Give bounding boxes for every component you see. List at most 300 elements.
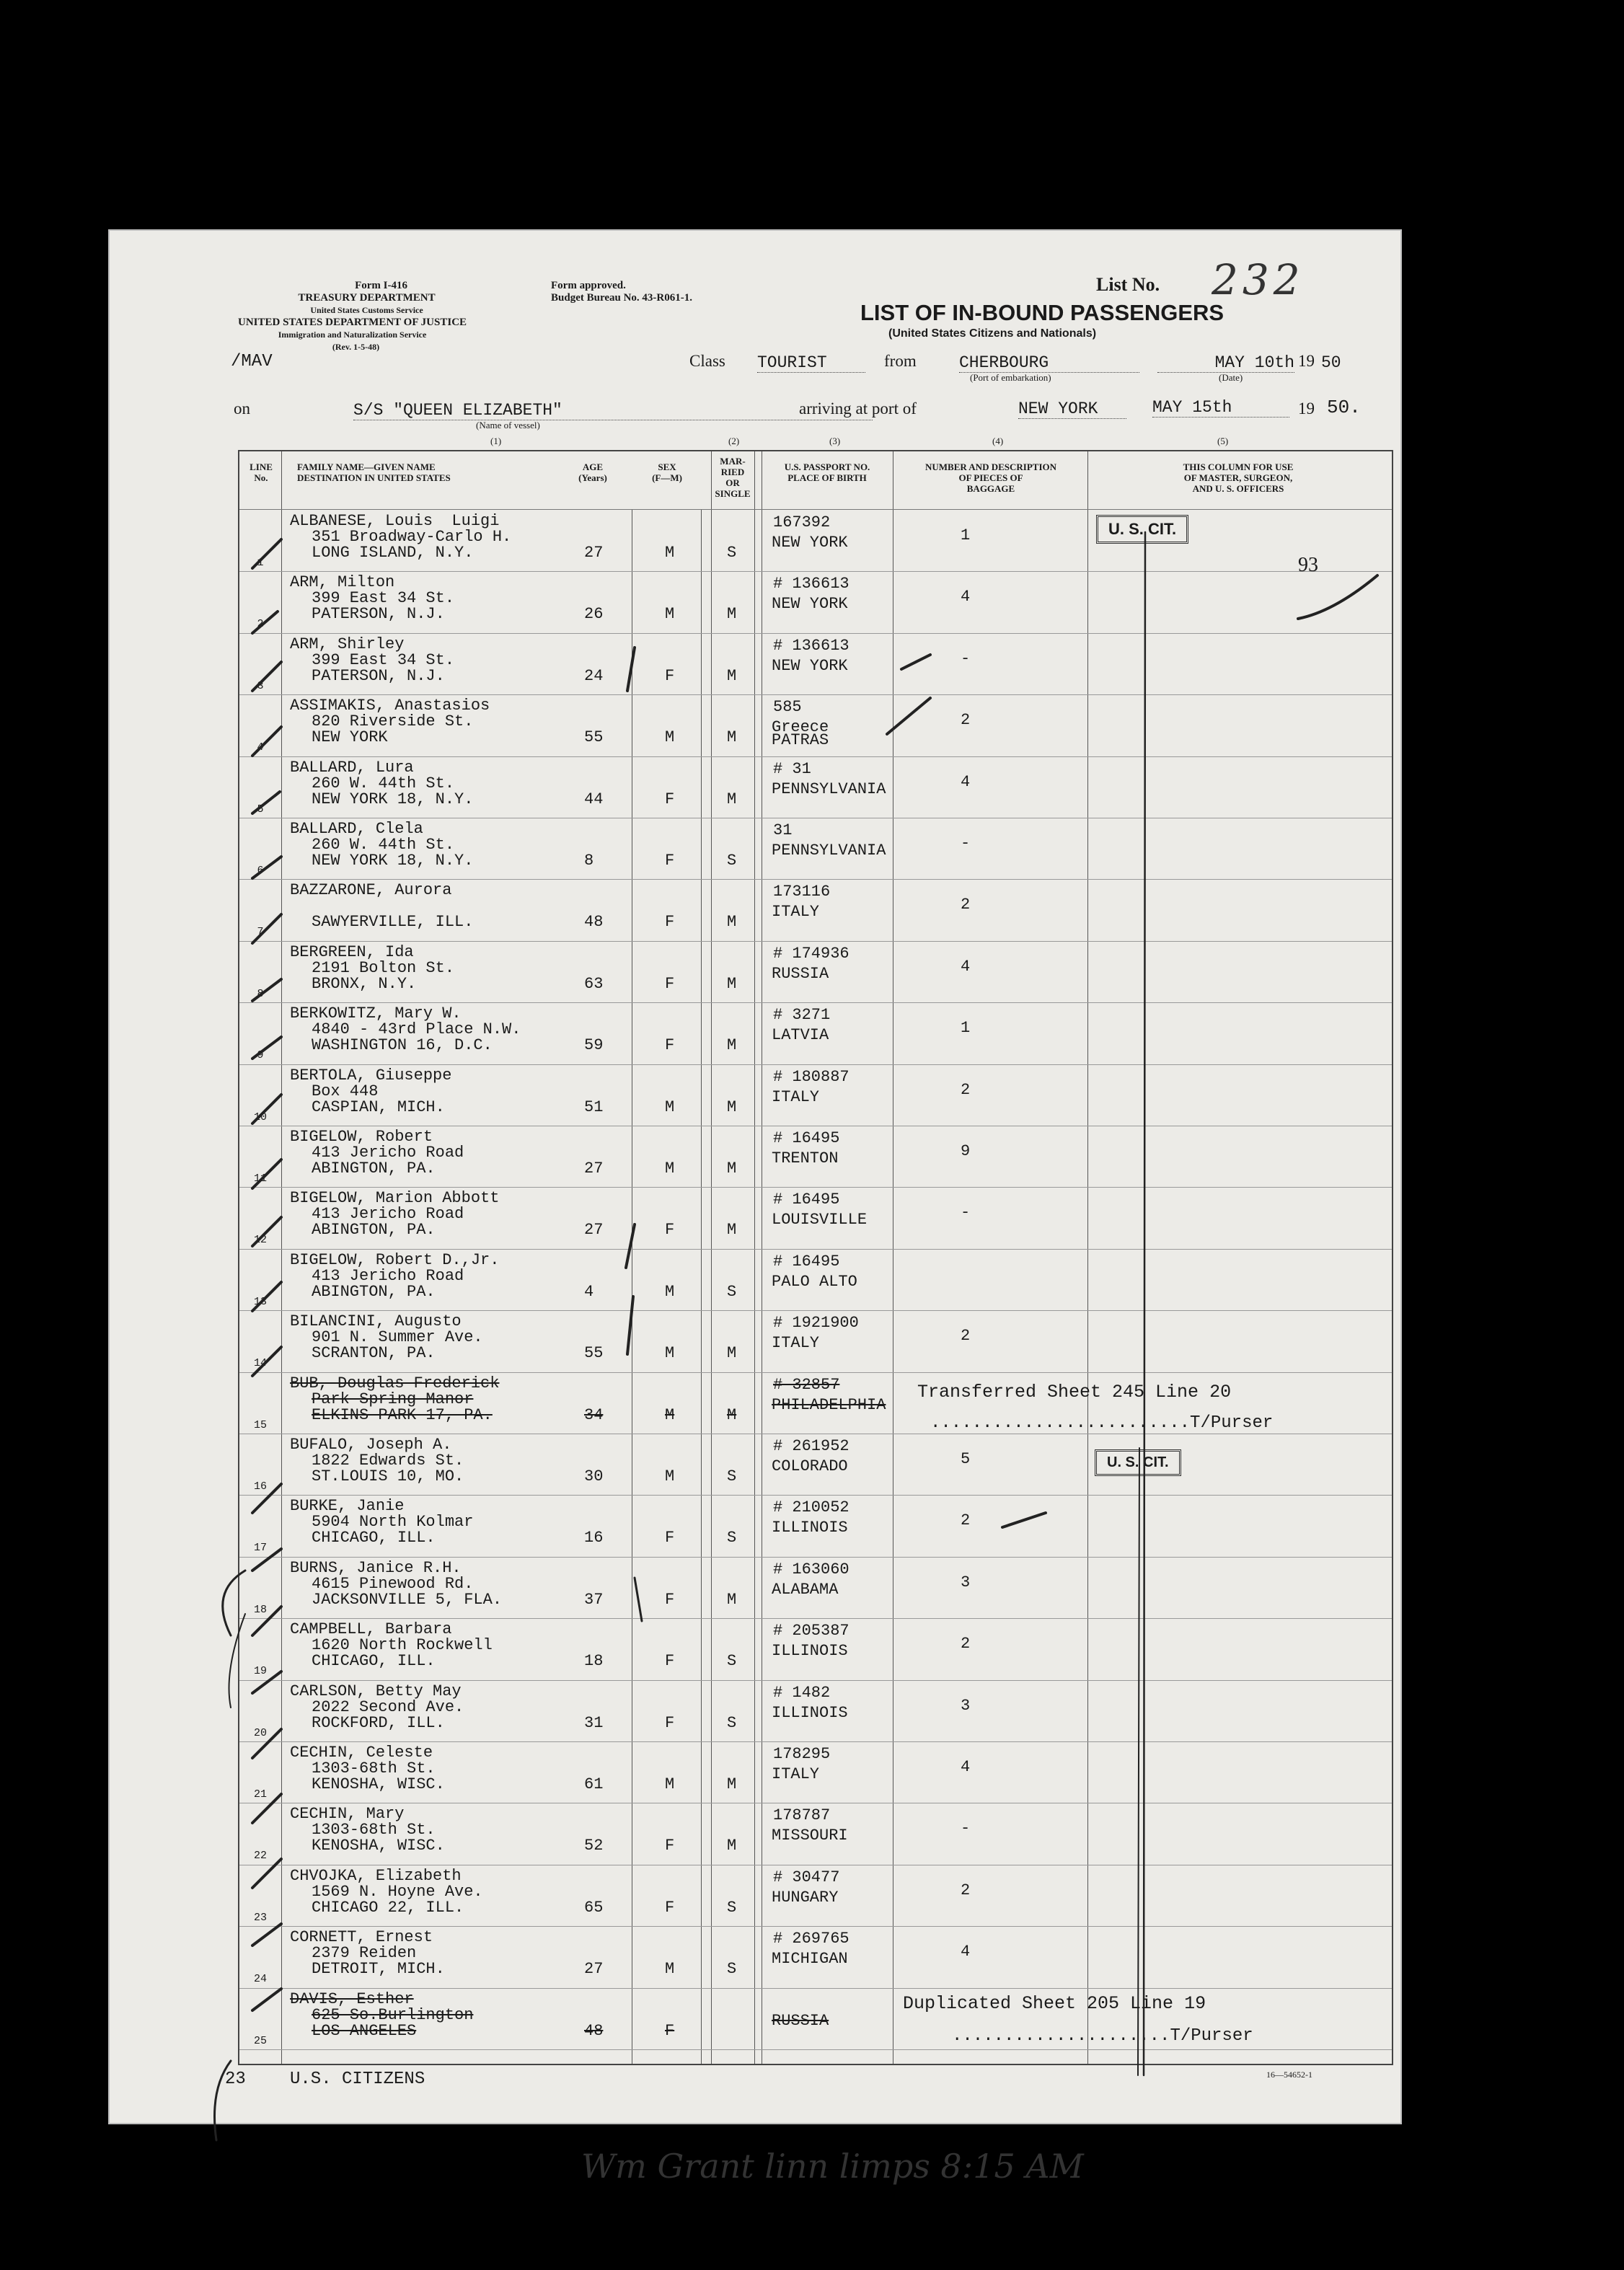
col-number-5: (5) — [1217, 436, 1229, 446]
passenger-sex: M — [665, 1405, 675, 1424]
passenger-age: 27 — [584, 1960, 604, 1979]
embarkation-caption: (Port of embarkation) — [970, 372, 1051, 383]
passenger-name: ASSIMAKIS, Anastasios — [290, 697, 490, 715]
baggage-count: - — [961, 1204, 971, 1222]
passenger-address: 1303-68th St. — [312, 1759, 436, 1777]
passenger-age: 55 — [584, 1344, 604, 1363]
table-row — [239, 1250, 1392, 1311]
place-of-birth: PENNSYLVANIA — [772, 780, 886, 798]
baggage-count: 2 — [961, 1881, 971, 1899]
office-code: /MAV — [231, 352, 273, 371]
col-number-3: (3) — [829, 436, 841, 446]
passenger-city: JACKSONVILLE 5, FLA. — [312, 1590, 503, 1609]
baggage-count: 1 — [961, 1019, 971, 1038]
passenger-sex: F — [665, 1036, 675, 1055]
header-line-no: LINE No. — [250, 461, 273, 483]
from-label: from — [884, 352, 917, 370]
passport-number: # 16495 — [773, 1191, 840, 1209]
marital-status: M — [727, 790, 737, 808]
baggage-count: - — [961, 1819, 971, 1838]
line-number: 23 — [253, 1911, 267, 1924]
passport-number: 178295 — [773, 1745, 831, 1763]
passenger-age: 34 — [584, 1405, 604, 1424]
passenger-age: 27 — [584, 544, 604, 562]
line-number: 16 — [253, 1480, 267, 1493]
passport-number: # 174936 — [773, 944, 849, 963]
baggage-count: 4 — [961, 1943, 971, 1961]
arriving-label: arriving at port of — [799, 399, 917, 418]
passenger-sex: M — [665, 1467, 675, 1485]
header-sex: SEX (F—M) — [652, 461, 682, 483]
passenger-city: NEW YORK 18, N.Y. — [312, 852, 474, 870]
list-subtitle: (United States Citizens and Nationals) — [888, 327, 1097, 340]
passenger-name: ARM, Shirley — [290, 635, 405, 653]
passenger-sex: F — [665, 974, 675, 993]
table-row — [239, 572, 1392, 633]
passenger-address: 399 East 34 St. — [312, 589, 455, 608]
passenger-name: CARLSON, Betty May — [290, 1682, 462, 1700]
form-agency-header — [238, 280, 467, 353]
marital-status: M — [727, 605, 737, 624]
table-row — [239, 818, 1392, 880]
passenger-table — [238, 450, 1393, 2065]
place-of-birth: LATVIA — [772, 1026, 829, 1045]
baggage-count: 5 — [961, 1450, 971, 1468]
passenger-city: SCRANTON, PA. — [312, 1344, 436, 1363]
passport-number: # 16495 — [773, 1129, 840, 1147]
marital-status: M — [727, 1160, 737, 1178]
passenger-address: 2022 Second Ave. — [312, 1697, 464, 1716]
line-number: 2 — [257, 618, 264, 631]
place-of-birth: LOUISVILLE — [772, 1211, 868, 1229]
table-row — [239, 1619, 1392, 1680]
place-of-birth: ITALY — [772, 1087, 820, 1106]
passenger-name: DAVIS, Esther — [290, 1989, 414, 2008]
marital-status: S — [727, 1652, 737, 1671]
marital-status: M — [727, 1098, 737, 1116]
line-number: 21 — [253, 1788, 267, 1801]
table-row — [239, 634, 1392, 695]
officer-mark-93: 93 — [1298, 554, 1318, 576]
justice-dept: UNITED STATES DEPARTMENT OF JUSTICE — [238, 317, 467, 328]
passport-number: 178787 — [773, 1806, 831, 1825]
line-number: 10 — [253, 1110, 267, 1123]
passenger-city: PATERSON, N.J. — [312, 666, 445, 685]
passenger-address: 260 W. 44th St. — [312, 836, 455, 854]
passenger-age: 37 — [584, 1590, 604, 1609]
passenger-city: SAWYERVILLE, ILL. — [312, 913, 474, 932]
passenger-address: 4840 - 43rd Place N.W. — [312, 1020, 521, 1039]
passenger-address: 351 Broadway-Carlo H. — [312, 528, 512, 546]
passport-number: # 1482 — [773, 1683, 831, 1702]
marital-status: M — [727, 913, 737, 932]
passport-number: # 163060 — [773, 1560, 849, 1578]
table-row — [239, 1311, 1392, 1372]
passenger-sex: F — [665, 913, 675, 932]
form-revision: (Rev. 1-5-48) — [332, 342, 380, 352]
passenger-name: BIGELOW, Robert D.,Jr. — [290, 1250, 500, 1269]
line-number: 14 — [253, 1357, 267, 1370]
duplicate-note: Duplicated Sheet 205 Line 19 — [903, 1993, 1206, 2014]
line-number: 3 — [257, 679, 264, 692]
passenger-age: 4 — [584, 1282, 594, 1301]
marital-status: M — [727, 728, 737, 747]
passenger-name: BALLARD, Lura — [290, 758, 414, 777]
passenger-sex: F — [665, 666, 675, 685]
budget-bureau-text: Budget Bureau No. 43-R061-1. — [551, 292, 692, 304]
marital-status: M — [727, 1405, 737, 1424]
passenger-age: 44 — [584, 790, 604, 808]
passport-number: # 269765 — [773, 1930, 849, 1948]
passenger-address: 1303-68th St. — [312, 1821, 436, 1840]
passenger-address: Park Spring Manor — [312, 1390, 474, 1408]
passenger-sex: M — [665, 1775, 675, 1793]
passenger-sex: M — [665, 1344, 675, 1363]
passenger-sex: F — [665, 790, 675, 808]
baggage-count: 2 — [961, 1511, 971, 1530]
table-row — [239, 1681, 1392, 1742]
passenger-age: 8 — [584, 852, 594, 870]
line-number: 18 — [253, 1603, 267, 1616]
svg-text:Wm Grant linn limps 8:15 A: Wm Grant linn limps 8:15 AM — [581, 2147, 1084, 2186]
table-row — [239, 1434, 1392, 1496]
passenger-sex: M — [665, 605, 675, 624]
passport-number: # 136613 — [773, 575, 849, 593]
passenger-address: 1569 N. Hoyne Ave. — [312, 1882, 483, 1901]
passenger-sex: F — [665, 1590, 675, 1609]
passenger-address: 413 Jericho Road — [312, 1266, 464, 1285]
passenger-age: 48 — [584, 913, 604, 932]
passport-number: # 210052 — [773, 1498, 849, 1517]
passport-number: # 3271 — [773, 1006, 831, 1025]
passenger-age: 30 — [584, 1467, 604, 1485]
header-passport: U.S. PASSPORT NO. PLACE OF BIRTH — [784, 461, 870, 483]
passenger-city: CHICAGO 22, ILL. — [312, 1898, 464, 1917]
passport-number: 585 — [773, 698, 802, 717]
customs-service: United States Customs Service — [310, 305, 423, 315]
embarkation-port: CHERBOURG — [959, 353, 1139, 373]
place-of-birth: ILLINOIS — [772, 1642, 848, 1661]
place-of-birth: ILLINOIS — [772, 1519, 848, 1537]
vessel-name: S/S "QUEEN ELIZABETH" — [353, 401, 873, 420]
line-number: 5 — [257, 803, 264, 816]
place-of-birth: ITALY — [772, 1765, 820, 1783]
passenger-age: 26 — [584, 605, 604, 624]
passenger-age: 52 — [584, 1837, 604, 1855]
passenger-address: 4615 Pinewood Rd. — [312, 1574, 474, 1593]
passenger-sex: F — [665, 1221, 675, 1240]
passenger-address: 820 Riverside St. — [312, 712, 474, 731]
line-number: 8 — [257, 987, 264, 1000]
place-of-birth: HUNGARY — [772, 1888, 839, 1907]
arrival-year: 50. — [1327, 397, 1361, 418]
line-number: 25 — [253, 2034, 267, 2047]
passenger-age: 31 — [584, 1713, 604, 1732]
passenger-sex: F — [665, 1652, 675, 1671]
passenger-age: 63 — [584, 974, 604, 993]
treasury-dept: TREASURY DEPARTMENT — [298, 292, 436, 304]
marital-status: S — [727, 1282, 737, 1301]
marital-status: S — [727, 544, 737, 562]
passenger-name: CAMPBELL, Barbara — [290, 1620, 452, 1639]
passport-number: # 31 — [773, 759, 811, 778]
passport-number: # 30477 — [773, 1868, 840, 1886]
passenger-name: CORNETT, Ernest — [290, 1928, 433, 1947]
table-row — [239, 1742, 1392, 1803]
passenger-city: ABINGTON, PA. — [312, 1160, 436, 1178]
passenger-city: DETROIT, MICH. — [312, 1960, 445, 1979]
table-row — [239, 1803, 1392, 1865]
passport-number: # 205387 — [773, 1622, 849, 1640]
arrival-year-prefix: 19 — [1298, 399, 1315, 418]
baggage-count: - — [961, 649, 971, 668]
passenger-age: 59 — [584, 1036, 604, 1055]
passenger-address: 625 So.Burlington — [312, 2005, 474, 2024]
passenger-address: 399 East 34 St. — [312, 650, 455, 669]
table-row — [239, 1927, 1392, 1988]
transfer-purser: .........................T/Purser — [930, 1413, 1274, 1433]
passenger-sex: M — [665, 728, 675, 747]
passenger-age: 61 — [584, 1775, 604, 1793]
table-row — [239, 511, 1392, 572]
header-baggage: NUMBER AND DESCRIPTION OF PIECES OF BAGGAGE — [924, 461, 1057, 494]
passenger-sex: M — [665, 1960, 675, 1979]
place-of-birth: NEW YORK — [772, 595, 848, 614]
baggage-count: 3 — [961, 1573, 971, 1591]
table-row — [239, 942, 1392, 1003]
passenger-name: BUB, Douglas Frederick — [290, 1374, 500, 1392]
passenger-name: BAZZARONE, Aurora — [290, 881, 452, 900]
passenger-city: CHICAGO, ILL. — [312, 1529, 436, 1547]
passport-number: # 32857 — [773, 1375, 840, 1394]
passenger-sex: F — [665, 1713, 675, 1732]
passenger-name: CECHIN, Celeste — [290, 1744, 433, 1762]
baggage-count: - — [961, 834, 971, 852]
baggage-count: 4 — [961, 1758, 971, 1776]
class-value: TOURIST — [757, 353, 865, 373]
line-number: 17 — [253, 1542, 267, 1555]
table-row — [239, 1188, 1392, 1249]
passenger-city: ABINGTON, PA. — [312, 1221, 436, 1240]
table-row — [239, 1558, 1392, 1619]
passport-number: 167392 — [773, 513, 831, 531]
place-of-birth: RUSSIA — [772, 964, 829, 983]
passenger-age: 51 — [584, 1098, 604, 1116]
passenger-city: LONG ISLAND, N.Y. — [312, 544, 474, 562]
marital-status: S — [727, 1713, 737, 1732]
line-number: 13 — [253, 1295, 267, 1308]
baggage-count: 2 — [961, 1080, 971, 1099]
passenger-name: BURKE, Janie — [290, 1497, 405, 1516]
passport-number: # 1921900 — [773, 1314, 859, 1333]
header-officers: THIS COLUMN FOR USE OF MASTER, SURGEON, AND U. S. OFFICERS — [1183, 461, 1294, 494]
passenger-address: 413 Jericho Road — [312, 1205, 464, 1224]
passenger-city: WASHINGTON 16, D.C. — [312, 1036, 493, 1055]
us-citizen-stamp: U. S. CIT. — [1096, 515, 1188, 544]
passport-number: 173116 — [773, 883, 831, 901]
line-number: 11 — [253, 1172, 267, 1185]
passenger-city: PATERSON, N.J. — [312, 605, 445, 624]
line-number: 1 — [257, 557, 264, 569]
passenger-name: CECHIN, Mary — [290, 1805, 405, 1824]
baggage-count: 2 — [961, 1327, 971, 1346]
place-of-birth: COLORADO — [772, 1457, 848, 1475]
place-of-birth: RUSSIA — [772, 2011, 829, 2030]
passenger-age: 24 — [584, 666, 604, 685]
date-caption: (Date) — [1219, 372, 1243, 383]
form-approval — [551, 280, 692, 304]
passenger-age: 18 — [584, 1652, 604, 1671]
passenger-age: 48 — [584, 2021, 604, 2040]
table-row — [239, 1126, 1392, 1188]
col-number-2: (2) — [728, 436, 740, 446]
baggage-count: 4 — [961, 957, 971, 976]
passenger-address: Box 448 — [312, 1082, 379, 1100]
marital-status: S — [727, 1467, 737, 1485]
arrival-port: NEW YORK — [1018, 399, 1126, 419]
passenger-name: BIGELOW, Marion Abbott — [290, 1189, 500, 1208]
table-row — [239, 1865, 1392, 1927]
transfer-note: Transferred Sheet 245 Line 20 — [917, 1382, 1232, 1403]
departure-year: 50 — [1321, 353, 1341, 372]
line-number: 4 — [257, 741, 264, 754]
passenger-sex: M — [665, 1160, 675, 1178]
line-number: 20 — [253, 1726, 267, 1739]
list-number-label: List No. — [1096, 274, 1160, 295]
passenger-city: NEW YORK 18, N.Y. — [312, 790, 474, 808]
place-of-birth: PENNSYLVANIA — [772, 842, 886, 860]
passenger-city: ABINGTON, PA. — [312, 1282, 436, 1301]
marital-status: S — [727, 1898, 737, 1917]
place-of-birth: NEW YORK — [772, 534, 848, 552]
place-of-birth: ITALY — [772, 903, 820, 922]
list-number-value: 232 — [1212, 255, 1305, 304]
header-name: FAMILY NAME—GIVEN NAME DESTINATION IN UNITED STATES — [297, 461, 451, 483]
passenger-address: 5904 North Kolmar — [312, 1513, 474, 1532]
on-label: on — [234, 399, 250, 418]
passenger-name: ALBANESE, Louis Luigi — [290, 512, 500, 530]
passenger-city: NEW YORK — [312, 728, 388, 747]
passenger-name: BIGELOW, Robert — [290, 1128, 433, 1146]
table-row — [239, 695, 1392, 756]
marital-status: M — [727, 1221, 737, 1240]
table-row — [239, 1496, 1392, 1557]
baggage-count: 2 — [961, 1635, 971, 1653]
passenger-age: 27 — [584, 1221, 604, 1240]
us-citizen-stamp-2: U. S. CIT. — [1095, 1449, 1181, 1476]
passport-number: # 136613 — [773, 636, 849, 655]
passenger-sex: F — [665, 1837, 675, 1855]
ins-service: Immigration and Naturalization Service — [278, 330, 427, 340]
passenger-sex: M — [665, 544, 675, 562]
marital-status: S — [727, 1529, 737, 1547]
departure-date: MAY 10th — [1157, 353, 1294, 373]
place-of-birth: ALABAMA — [772, 1580, 839, 1599]
passenger-name: BURNS, Janice R.H. — [290, 1558, 462, 1577]
place-of-birth: TRENTON — [772, 1149, 839, 1167]
passenger-name: BILANCINI, Augusto — [290, 1312, 462, 1331]
table-row — [239, 880, 1392, 941]
line-number: 15 — [253, 1418, 267, 1431]
place-of-birth: PALO ALTO — [772, 1272, 857, 1291]
passenger-name: BERKOWITZ, Mary W. — [290, 1004, 462, 1023]
passenger-address: 2379 Reiden — [312, 1944, 417, 1963]
duplicate-purser: .....................T/Purser — [952, 2026, 1253, 2046]
place-of-birth: NEW YORK — [772, 656, 848, 675]
passenger-city: CASPIAN, MICH. — [312, 1098, 445, 1116]
arrival-date: MAY 15th — [1152, 398, 1289, 418]
marital-status: M — [727, 1036, 737, 1055]
passport-number: # 16495 — [773, 1252, 840, 1271]
passenger-name: BERTOLA, Giuseppe — [290, 1066, 452, 1085]
place-of-birth: MICHIGAN — [772, 1950, 848, 1969]
passenger-age: 65 — [584, 1898, 604, 1917]
marital-status: M — [727, 1837, 737, 1855]
passenger-name: BUFALO, Joseph A. — [290, 1436, 452, 1454]
passenger-address: 1822 Edwards St. — [312, 1452, 464, 1470]
passenger-city: LOS ANGELES — [312, 2021, 417, 2040]
class-label: Class — [689, 352, 725, 370]
passport-number: # 180887 — [773, 1067, 849, 1086]
passenger-name: BALLARD, Clela — [290, 820, 423, 838]
place-of-birth: ILLINOIS — [772, 1703, 848, 1722]
line-number: 9 — [257, 1049, 264, 1062]
marital-status: M — [727, 666, 737, 685]
marital-status: M — [727, 1590, 737, 1609]
passport-number: # 261952 — [773, 1437, 849, 1455]
marital-status: S — [727, 852, 737, 870]
passenger-sex: M — [665, 1098, 675, 1116]
passenger-name: BERGREEN, Ida — [290, 942, 414, 961]
line-number: 22 — [253, 1850, 267, 1863]
baggage-count: 9 — [961, 1142, 971, 1160]
baggage-count: 2 — [961, 896, 971, 914]
table-row — [239, 1003, 1392, 1064]
passenger-sex: M — [665, 1282, 675, 1301]
departure-year-prefix: 19 — [1298, 352, 1315, 370]
passenger-city: ROCKFORD, ILL. — [312, 1713, 445, 1732]
baggage-count: 4 — [961, 772, 971, 791]
passenger-city: ST.LOUIS 10, MO. — [312, 1467, 464, 1485]
passenger-age: 16 — [584, 1529, 604, 1547]
passenger-address: 2191 Bolton St. — [312, 958, 455, 977]
place-of-birth: Greece PATRAS — [772, 718, 829, 750]
passenger-city: KENOSHA, WISC. — [312, 1837, 445, 1855]
line-number: 12 — [253, 1234, 267, 1247]
passenger-sex: F — [665, 852, 675, 870]
line-number: 24 — [253, 1973, 267, 1986]
line-number: 6 — [257, 865, 264, 877]
passenger-age: 55 — [584, 728, 604, 747]
marital-status: M — [727, 1775, 737, 1793]
marital-status: S — [727, 1960, 737, 1979]
passenger-address: 901 N. Summer Ave. — [312, 1328, 483, 1347]
citizen-count: 23 — [225, 2070, 246, 2089]
list-title: LIST OF IN-BOUND PASSENGERS — [860, 300, 1224, 325]
line-number: 19 — [253, 1665, 267, 1678]
passenger-sex: F — [665, 2021, 675, 2040]
passenger-address: 413 Jericho Road — [312, 1144, 464, 1162]
passenger-city: CHICAGO, ILL. — [312, 1652, 436, 1671]
passenger-address: 1620 North Rockwell — [312, 1636, 493, 1655]
passport-number: 31 — [773, 821, 793, 839]
approval-text: Form approved. — [551, 280, 626, 291]
citizen-count-label: U.S. CITIZENS — [290, 2070, 425, 2089]
place-of-birth: ITALY — [772, 1334, 820, 1353]
form-number: Form I-416 — [355, 280, 407, 291]
baggage-count: 1 — [961, 526, 971, 544]
place-of-birth: PHILADELPHIA — [772, 1395, 886, 1414]
